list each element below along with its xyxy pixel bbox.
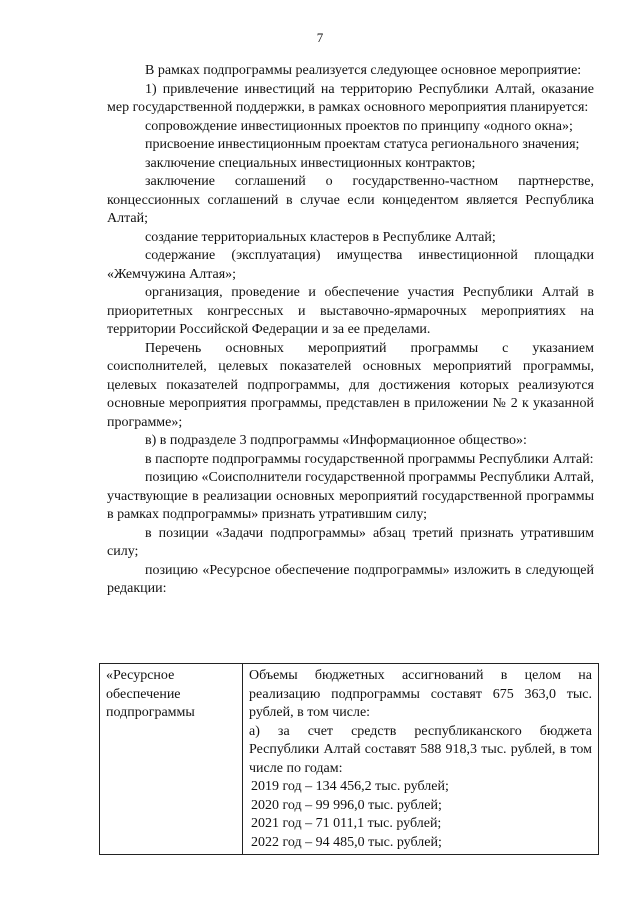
paragraph: присвоение инвестиционным проектам статуса регионального значения; bbox=[145, 137, 580, 152]
paragraph: позицию «Соисполнители государственной программы Республики Алтай, участвующие в реализации основных мероприятий государственной программы в рамках подпрограммы» признать утратившим силу; bbox=[107, 470, 594, 522]
paragraph: В рамках подпрограммы реализуется следующее основное мероприятие: bbox=[145, 63, 582, 78]
paragraph: в) в подразделе 3 подпрограммы «Информационное общество»: bbox=[145, 433, 527, 448]
year-amount-line: 2022 год – 94 485,0 тыс. рублей; bbox=[251, 834, 442, 850]
paragraph: 1) привлечение инвестиций на территорию Республики Алтай, оказание мер государственной поддержки, в рамках основного мероприятия планируется: bbox=[107, 81, 594, 115]
table-text-line: Объемы бюджетных ассигнований в целом на реализацию подпрограммы составят 675 363,0 тыс. рублей, в том числе: bbox=[249, 668, 592, 720]
year-amount-line: 2020 год – 99 996,0 тыс. рублей; bbox=[251, 797, 442, 813]
paragraph: содержание (эксплуатация) имущества инвестиционной площадки «Жемчужина Алтая»; bbox=[107, 248, 594, 282]
paragraph: позицию «Ресурсное обеспечение подпрограммы» изложить в следующей редакции: bbox=[107, 562, 594, 596]
paragraph: сопровождение инвестиционных проектов по принципу «одного окна»; bbox=[145, 118, 573, 134]
page-number: 7 bbox=[316, 30, 324, 45]
year-amount-line: 2021 год – 71 011,1 тыс. рублей; bbox=[251, 816, 442, 831]
year-amount-line: 2019 год – 134 456,2 тыс. рублей; bbox=[251, 779, 449, 794]
table-row bbox=[100, 664, 599, 855]
paragraph: заключение специальных инвестиционных контрактов; bbox=[145, 155, 476, 171]
paragraph: заключение соглашений о государственно-частном партнерстве, концессионных соглашений в случае если концедентом является Республика Алтай; bbox=[107, 174, 594, 226]
paragraph: организация, проведение и обеспечение участия Республики Алтай в приоритетных конгрессных и выставочно-ярмарочных мероприятиях на территории Российской Федерации и за ее пределами. bbox=[107, 285, 594, 337]
table-value-cell bbox=[243, 664, 599, 855]
table-text-line: а) за счет средств республиканского бюджета Республики Алтай составят 588 918,3 тыс. рублей, в том числе по годам: bbox=[249, 723, 592, 776]
paragraph: создание территориальных кластеров в Республике Алтай; bbox=[145, 229, 496, 245]
paragraph: в позиции «Задачи подпрограммы» абзац третий признать утратившим силу; bbox=[107, 525, 594, 559]
resource-table bbox=[99, 663, 599, 855]
table-label-cell: «Ресурсное обеспечение подпрограммы bbox=[100, 664, 243, 855]
document-body bbox=[107, 62, 594, 599]
paragraph: в паспорте подпрограммы государственной программы Республики Алтай: bbox=[145, 451, 594, 467]
paragraph: Перечень основных мероприятий программы с указанием соисполнителей, целевых показателей основных мероприятий программы, целевых показателей подпрограммы, для достижения которых реализуются основные мероприятия программы, представлен в приложении № 2 к указанной программе»; bbox=[107, 340, 594, 430]
